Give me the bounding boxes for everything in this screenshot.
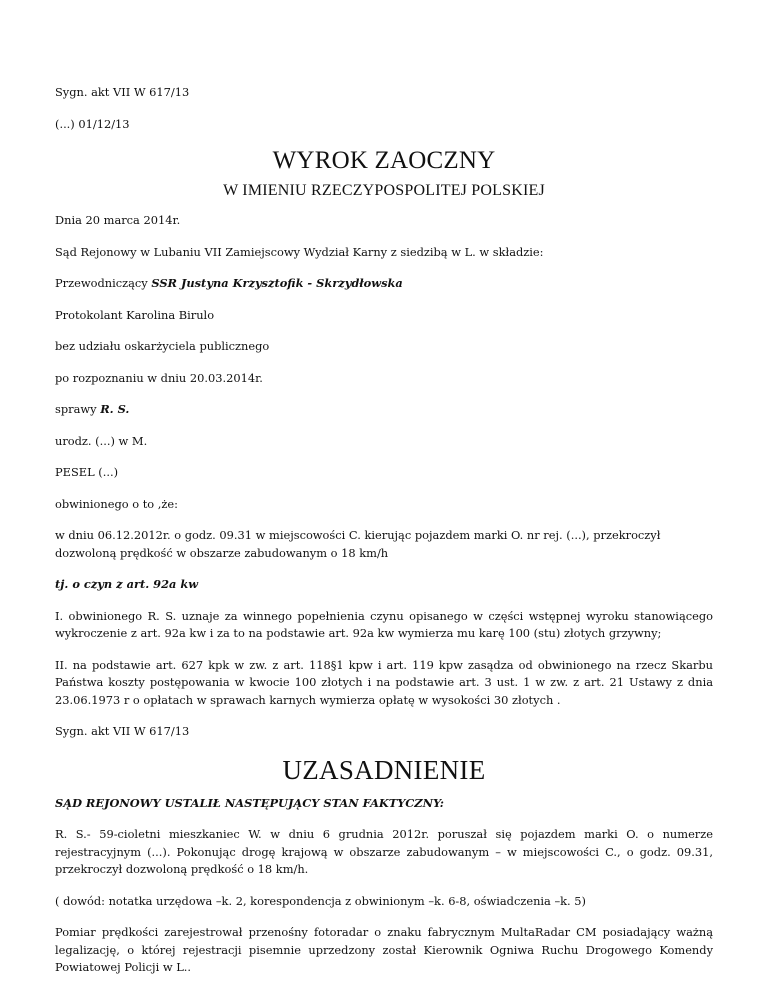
evidence-note: ( dowód: notatka urzędowa –k. 2, korespondencja z obwinionym –k. 6-8, oświadczenia –k. 5) <box>55 893 586 908</box>
prosecutor-note: bez udziału oskarżyciela publicznego <box>55 339 270 353</box>
reference-date: (...) 01/12/13 <box>55 116 130 131</box>
document-page <box>55 84 713 991</box>
presiding-judge-name: SSR Justyna Krzysztofik - Skrzydłowska <box>151 276 403 290</box>
verdict-date: Dnia 20 marca 2014r. <box>55 213 181 227</box>
accusation-intro: obwinionego o to ,że: <box>55 496 178 511</box>
case-prefix: sprawy <box>55 402 101 416</box>
case-signature-top: Sygn. akt VII W 617/13 <box>55 85 190 99</box>
verdict-point-1: I. obwinionego R. S. uznaje za winnego popełnienia czynu opisanego w części wstępnej wyroku stanowiącego wykroczenie z art. 92a kw i za to na podstawie art. 92a kw wymierza mu karę 100 (stu) złotych grzywny; <box>55 608 713 640</box>
facts-paragraph-2: Pomiar prędkości zarejestrował przenośny fotoradar o znaku fabrycznym MultaRadar CM posiadający ważną legalizację, o której rejestracji pisemnie uprzedzony został Kierownik Ogniwa Ruchu Drogowego Komendy Powiatowej Policji w L.. <box>55 925 713 974</box>
facts-paragraph-1: R. S.- 59-cioletni mieszkaniec W. w dniu 6 grudnia 2012r. poruszał się pojazdem marki O. o numerze rejestracyjnym (...). Pokonując drogę krajową w obszarze zabudowanym – w miejscowości C., o godz. 09.31, przekroczył dozwoloną prędkość o 18 km/h. <box>55 827 713 876</box>
act-description: w dniu 06.12.2012r. o godz. 09.31 w miejscowości C. kierując pojazdem marki O. nr rej. (...), przekroczył dozwoloną prędkość w obszarze zabudowanym o 18 km/h <box>55 528 661 560</box>
court-clerk: Protokolant Karolina Birulo <box>55 307 215 322</box>
document-title: WYROK ZAOCZNY <box>272 147 496 174</box>
pesel-info: PESEL (...) <box>55 465 119 479</box>
document-subtitle: W IMIENIU RZECZYPOSPOLITEJ POLSKIEJ <box>223 182 545 199</box>
case-of <box>55 401 713 419</box>
court-composition: Sąd Rejonowy w Lubaniu VII Zamiejscowy Wydział Karny z siedzibą w L. w składzie: <box>55 244 544 259</box>
verdict-point-2: II. na podstawie art. 627 kpk w zw. z art. 118§1 kpw i art. 119 kpw zasądza od obwinionego na rzecz Skarbu Państwa koszty postępowania w kwocie 100 złotych i na podstawie art. 3 ust. 1 w zw. z art. 21 Ustawy z dnia 23.06.1973 r o opłatach w sprawach karnych wymierza opłatę w wysokości 30 złotych . <box>55 657 713 707</box>
facts-heading: SĄD REJONOWY USTALIŁ NASTĘPUJĄCY STAN FAKTYCZNY: <box>55 795 444 810</box>
hearing-date: po rozpoznaniu w dniu 20.03.2014r. <box>55 370 263 385</box>
accused-name: R. S. <box>100 402 130 416</box>
case-signature-bottom: Sygn. akt VII W 617/13 <box>55 724 190 738</box>
presiding-judge <box>55 275 713 293</box>
birth-info: urodz. (...) w M. <box>55 433 148 448</box>
justification-title: UZASADNIENIE <box>282 754 486 785</box>
presiding-judge-prefix: Przewodniczący <box>55 276 152 290</box>
act-qualification: tj. o czyn z art. 92a kw <box>55 577 199 591</box>
